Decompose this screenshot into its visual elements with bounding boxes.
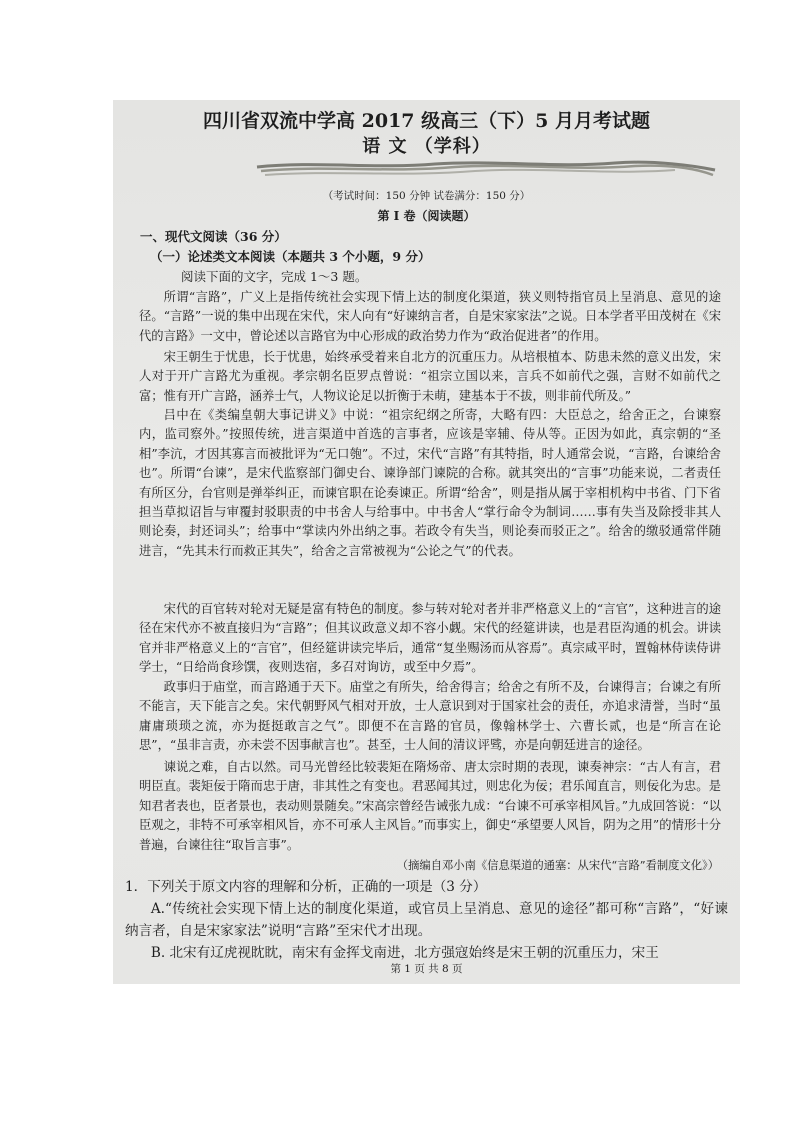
exam-meta: （考试时间：150 分钟 试卷满分：150 分） — [322, 190, 531, 202]
question-option-b: B. 北宋有辽虎视眈眈，南宋有金挥戈南进，北方强寇始终是宋王朝的沉重压力，宋王 — [150, 945, 659, 961]
exam-page-photo — [113, 100, 740, 984]
reading-instruction: 阅读下面的文字，完成 1～3 题。 — [181, 269, 368, 284]
passage-paragraph: 谏说之难，自古以然。司马光曾经比较裴矩在隋炀帝、唐太宗时期的表现，谏奏神宗：“古人有言，君明臣直。裴矩佞于隋而忠于唐，非其性之有变也。君恶闻其过，则忠化为佞；君乐闻直言，则佞化为忠。是知君者表也，臣者景也，表动则景随矣。”宋高宗曾经告诫张九成：“台谏不可承宰相风旨。”九成回答说：“以臣观之，非特不可承宰相风旨，亦不可承人主风旨。”而事实上，御史“承望要人风旨，阴为之用”的情形十分普遍，台谏往往“取旨言事”。 — [139, 760, 721, 852]
volume-heading: 第 Ⅰ 卷（阅读题） — [377, 209, 476, 223]
question-stem: 1．下列关于原文内容的理解和分析，正确的一项是（3 分） — [125, 879, 487, 895]
handwritten-scribble — [255, 157, 717, 183]
passage-paragraph: 所谓“言路”，广义上是指传统社会实现下情上达的制度化渠道，狭义则特指官员上呈消息、意见的途径。“言路”一说的集中出现在宋代，宋人向有“好谏纳言者，自是宋家家法”之说。日本学者平田茂树在《宋代的言路》一文中，曾论述以言路官为中心形成的政治势力作为“政治促进者”的作用。 — [139, 290, 721, 343]
question-option-a: A.“传统社会实现下情上达的制度化渠道，或官员上呈消息、意见的途径”都可称“言路”，“好谏纳言者，自是宋家家法”说明“言路”至宋代才出现。 — [125, 901, 728, 939]
passage-paragraph: 政事归于庙堂，而言路通于天下。庙堂之有所失，给舍得言；给舍之有所不及，台谏得言；台谏之有所不能言，天下能言之矣。宋代朝野风气相对开放，士人意识到对于国家社会的责任，亦追求清誉，当时“虽庸庸琐琐之流，亦为挺挺敢言之气”。即便不在言路的官员，像翰林学士、六曹长贰，也是“所言在论思”，“虽非言责，亦未尝不因事献言也”。甚至，士人间的清议评骘，亦是向朝廷进言的途径。 — [139, 680, 721, 753]
passage-paragraph: 宋代的百官转对轮对无疑是富有特色的制度。参与转对轮对者并非严格意义上的“言官”，这种进言的途径在宋代亦不被直接归为“言路”；但其议政意义却不容小觑。宋代的经筵讲读，也是君臣沟通的机会。讲读官并非严格意义上的“言官”，但经筵讲读完毕后，通常“复坐赐汤而从容焉”。真宗咸平时，置翰林侍读侍讲学士，“日给尚食珍馔，夜则迭宿，多召对询访，或至中夕焉”。 — [139, 602, 721, 675]
passage-paragraph: 吕中在《类编皇朝大事记讲义》中说：“祖宗纪纲之所寄，大略有四：大臣总之，给舍正之，台谏察内，监司察外。”按照传统，进言渠道中首选的言事者，应该是宰辅、侍从等。正因为如此，真宗朝的“圣相”李沆，才因其寡言而被批评为“无口匏”。不过，宋代“言路”有其特指，时人通常会说，“言路，台谏给舍也”。所谓“台谏”，是宋代监察部门御史台、谏诤部门谏院的合称。就其突出的“言事”功能来说，二者责任有所区分，台官则是弹举纠正，而谏官职在论奏谏正。所谓“给舍”，则是指从属于宰相机构中书省、门下省担当草拟诏旨与审覆封驳职责的中书舍人与给事中。中书舍人“掌行命令为制词……事有失当及除授非其人则论奏，封还词头”；给事中“掌读内外出纳之事。若政令有失当，则论奏而驳正之”。给舍的缴驳通常伴随进言，“先其未行而救正其失”，给舍之言常被视为“公论之气”的代表。 — [139, 408, 721, 558]
exam-subject: 语 文 （学科） — [362, 136, 491, 157]
subsection-heading: （一）论述类文本阅读（本题共 3 个小题，9 分） — [150, 249, 431, 264]
passage-source: （摘编自邓小南《信息渠道的通塞：从宋代“言路”看制度文化》） — [396, 859, 719, 872]
page-footer: 第 1 页 共 8 页 — [390, 963, 463, 975]
exam-title: 四川省双流中学高 2017 级高三（下）5 月月考试题 — [203, 110, 650, 132]
passage-paragraph: 宋王朝生于忧患，长于忧患，始终承受着来自北方的沉重压力。从培根植本、防患未然的意义出发，宋人对于开广言路尤为重视。孝宗朝名臣罗点曾说：“祖宗立国以来，言兵不如前代之强，言财不如前代之富；惟有开广言路，涵养士气，人物议论足以折衡于未萌，建基本于不拔，则非前代所及。” — [139, 350, 721, 403]
section-heading: 一、现代文阅读（36 分） — [140, 229, 287, 244]
